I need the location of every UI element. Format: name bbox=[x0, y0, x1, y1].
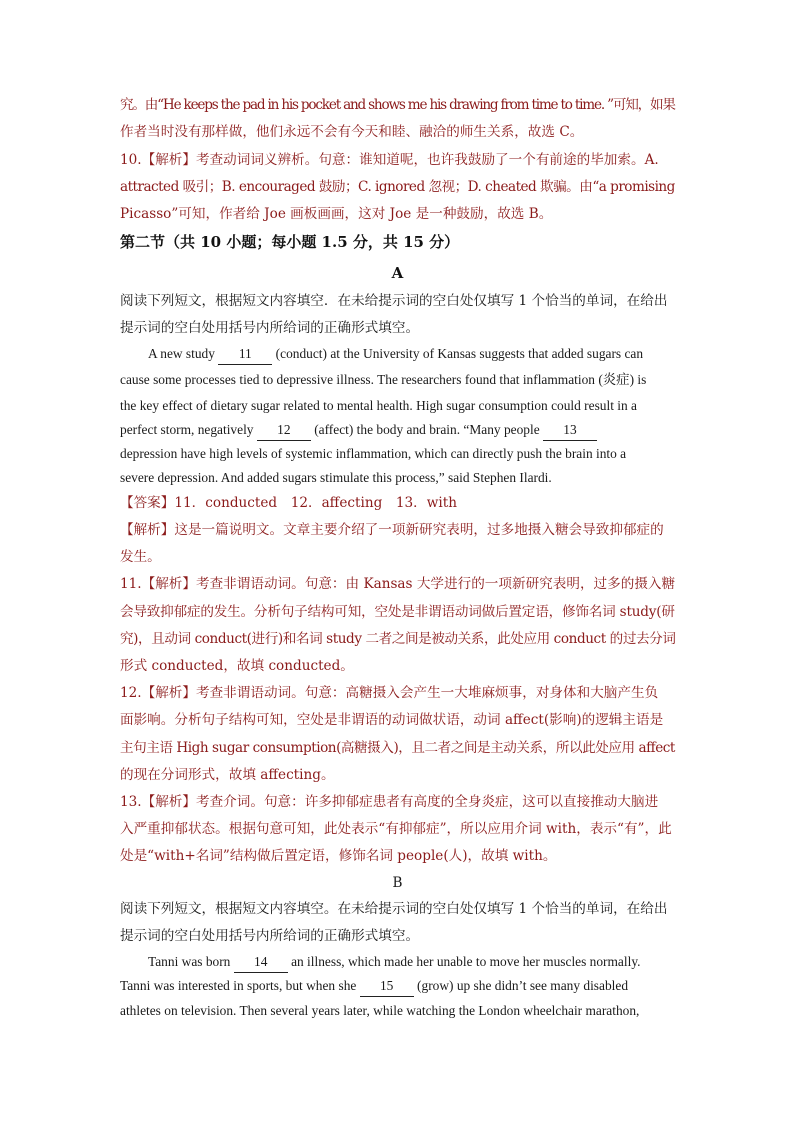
text-line: 究。由“He keeps the pad in his pocket and shows me his drawing from time to time. ”可知，如果 bbox=[120, 97, 675, 113]
passage-a-line: severe depression. And added sugars stimulate this process,” said Stephen Ilardi. bbox=[120, 470, 552, 485]
analysis-line: 【解析】这是一篇说明文。文章主要介绍了一项新研究表明，过多地摄入糖会导致抑郁症的 bbox=[120, 522, 664, 538]
analysis-line: 会导致抑郁症的发生。分析句子结构可知，空处是非谓语动词做后置定语，修饰名词 study(研 bbox=[120, 604, 675, 620]
analysis-line: 入严重抑郁状态。根据句意可知，此处表示“有抑郁症”，所以应用介词 with，表示“有”，此 bbox=[120, 821, 672, 837]
passage-text: an illness, which made her unable to move her muscles normally. bbox=[287, 954, 641, 969]
passage-a-line bbox=[148, 344, 675, 365]
text-line: 10.【解析】考查动词词义辨析。句意：谁知道呢，也许我鼓励了一个有前途的毕加索。A. bbox=[120, 152, 659, 168]
analysis-line: 面影响。分析句子结构可知，空处是非谓语的动词做状语，动词 affect(影响)的逻辑主语是 bbox=[120, 712, 664, 728]
passage-text: (conduct) at the University of Kansas suggests that added sugars can bbox=[272, 346, 644, 361]
passage-text: Tanni was interested in sports, but when she bbox=[120, 978, 360, 993]
blank-12: 12 bbox=[257, 420, 311, 441]
text-line: Picasso”可知，作者给 Joe 画板画画，这对 Joe 是一种鼓励，故选 B。 bbox=[120, 206, 553, 222]
instruction-line: 阅读下列短文，根据短文内容填空．在未给提示词的空白处仅填写 1 个恰当的单词，在给出 bbox=[120, 293, 668, 309]
passage-text: Tanni was born bbox=[148, 954, 234, 969]
instruction-line: 提示词的空白处用括号内所给词的正确形式填空。 bbox=[120, 320, 420, 336]
passage-text: perfect storm, negatively bbox=[120, 422, 257, 437]
passage-label-a: A bbox=[391, 264, 404, 282]
passage-a-line: depression have high levels of systemic inflammation, which can directly push the brain into a bbox=[120, 446, 627, 461]
passage-text: A new study bbox=[148, 346, 219, 361]
analysis-line: 主句主语 High sugar consumption(高糖摄入)，且二者之间是主动关系，所以此处应用 affect bbox=[120, 740, 675, 756]
passage-text: (grow) up she didn’t see many disabled bbox=[413, 978, 629, 993]
blank-11: 11 bbox=[218, 344, 272, 365]
blank-15: 15 bbox=[360, 976, 414, 997]
passage-b-line bbox=[148, 952, 675, 973]
analysis-line: 的现在分词形式，故填 affecting。 bbox=[120, 767, 335, 783]
analysis-line: 处是“with+名词”结构做后置定语，修饰名词 people(人)，故填 with。 bbox=[120, 848, 557, 864]
passage-a-line bbox=[120, 420, 675, 441]
analysis-line: 13.【解析】考查介词。句意：许多抑郁症患者有高度的全身炎症，这可以直接推动大脑进 bbox=[120, 794, 659, 810]
passage-b-line bbox=[120, 976, 675, 997]
analysis-line: 究)，且动词 conduct(进行)和名词 study 二者之间是被动关系，此处应用 conduct 的过去分词 bbox=[120, 631, 676, 647]
analysis-line: 发生。 bbox=[120, 549, 161, 565]
passage-label-b: B bbox=[392, 875, 403, 891]
analysis-line: 12.【解析】考查非谓语动词。句意：高糖摄入会产生一大堆麻烦事，对身体和大脑产生负 bbox=[120, 685, 659, 701]
answer-line: 【答案】11．conducted 12．affecting 13．with bbox=[120, 495, 457, 511]
instruction-line: 提示词的空白处用括号内所给词的正确形式填空。 bbox=[120, 928, 420, 944]
passage-text: (affect) the body and brain. “Many people bbox=[310, 422, 543, 437]
passage-a-line: cause some processes tied to depressive illness. The researchers found that inflammation (炎症) is bbox=[120, 372, 647, 387]
passage-a-line: the key effect of dietary sugar related to mental health. High sugar consumption could result in a bbox=[120, 398, 637, 413]
blank-14: 14 bbox=[234, 952, 288, 973]
section-heading: 第二节（共 10 小题；每小题 1.5 分，共 15 分） bbox=[120, 233, 460, 251]
text-line: attracted 吸引；B. encouraged 鼓励；C. ignored 忽视；D. cheated 欺骗。由“a promising bbox=[120, 179, 675, 195]
instruction-line: 阅读下列短文，根据短文内容填空。在未给提示词的空白处仅填写 1 个恰当的单词，在给出 bbox=[120, 901, 668, 917]
passage-b-line: athletes on television. Then several years later, while watching the London wheelchair marathon, bbox=[120, 1003, 640, 1018]
blank-13: 13 bbox=[543, 420, 597, 441]
analysis-line: 形式 conducted，故填 conducted。 bbox=[120, 658, 354, 674]
text-line: 作者当时没有那样做，他们永远不会有今天和睦、融洽的师生关系，故选 C。 bbox=[120, 124, 584, 140]
analysis-line: 11.【解析】考查非谓语动词。句意：由 Kansas 大学进行的一项新研究表明，过多的摄入糖 bbox=[120, 576, 676, 592]
